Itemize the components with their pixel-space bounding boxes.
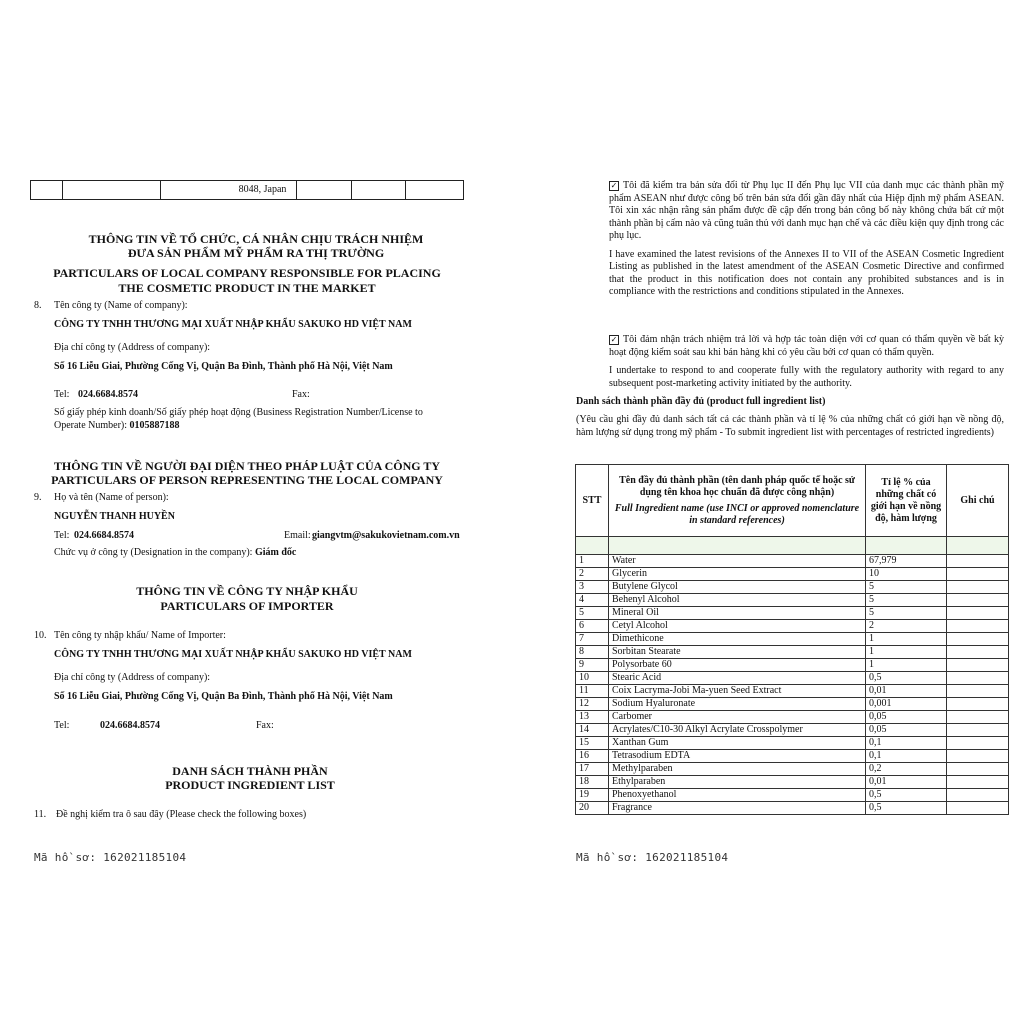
- s10-address-value: Số 16 Liễu Giai, Phường Cống Vị, Quận Ba Đình, Thành phố Hà Nội, Việt Nam: [54, 691, 393, 702]
- ingredient-name-cell: Water: [609, 555, 866, 568]
- note-cell: [947, 607, 1009, 620]
- stt-cell: 5: [576, 607, 609, 620]
- table-row: [576, 607, 1009, 620]
- percentage-cell: 0,5: [866, 672, 947, 685]
- percentage-cell: 0,2: [866, 763, 947, 776]
- ingredient-name-cell: Methylparaben: [609, 763, 866, 776]
- check2-en: I undertake to respond to and cooperate fully with the regulatory authority with regard to any subsequent post-marketing activity initiated by the authority.: [609, 365, 1004, 389]
- stt-cell: 1: [576, 555, 609, 568]
- stt-cell: 9: [576, 659, 609, 672]
- check1-block: [609, 180, 1004, 299]
- note-cell: [947, 633, 1009, 646]
- ingredient-name-cell: Xanthan Gum: [609, 737, 866, 750]
- table-row: [576, 789, 1009, 802]
- col-name-vn: Tên đầy đủ thành phần (tên danh pháp quốc tế hoặc sử dụng tên khoa học chuẩn đã được công nhận): [619, 474, 855, 498]
- ingredient-name-cell: Butylene Glycol: [609, 581, 866, 594]
- s8-address-label: Địa chỉ công ty (Address of company):: [54, 342, 211, 353]
- ingredient-name-cell: Ethylparaben: [609, 776, 866, 789]
- ingredient-name-cell: Mineral Oil: [609, 607, 866, 620]
- ingredient-list-note-wrap: [576, 414, 1004, 439]
- table-row: [576, 698, 1009, 711]
- s9-name-label: Họ và tên (Name of person):: [54, 492, 169, 503]
- s10-company-label: Tên công ty nhập khẩu/ Name of Importer:: [54, 630, 226, 641]
- table-row: [576, 776, 1009, 789]
- stt-cell: 19: [576, 789, 609, 802]
- s8-company-label: Tên công ty (Name of company):: [54, 300, 188, 311]
- percentage-cell: 2: [866, 620, 947, 633]
- address-tail-cell: 8048, Japan: [229, 181, 297, 199]
- col-note-header: Ghi chú: [947, 465, 1009, 537]
- percentage-cell: 0,5: [866, 802, 947, 815]
- check2-block: [609, 334, 1004, 390]
- s8-license-value: 0105887188: [129, 420, 180, 431]
- col-name-en: Full Ingredient name (use INCI or approved nomenclature in standard references): [614, 502, 860, 526]
- percentage-cell: 0,05: [866, 711, 947, 724]
- table-row: [576, 763, 1009, 776]
- s8-address-value: Số 16 Liễu Giai, Phường Cống Vị, Quận Ba Đình, Thành phố Hà Nội, Việt Nam: [54, 361, 393, 372]
- s9-name-value: NGUYỄN THANH HUYỀN: [54, 511, 175, 522]
- percentage-cell: 0,05: [866, 724, 947, 737]
- percentage-cell: 1: [866, 633, 947, 646]
- percentage-cell: 0,1: [866, 737, 947, 750]
- percentage-cell: 0,1: [866, 750, 947, 763]
- note-cell: [947, 555, 1009, 568]
- percentage-cell: 1: [866, 659, 947, 672]
- table-row: [576, 724, 1009, 737]
- table-row: [576, 581, 1009, 594]
- table-row: [576, 659, 1009, 672]
- note-cell: [947, 685, 1009, 698]
- ingredient-name-cell: Polysorbate 60: [609, 659, 866, 672]
- ingredient-name-cell: Glycerin: [609, 568, 866, 581]
- table-row: [576, 750, 1009, 763]
- s9-tel-value: 024.6684.8574: [74, 530, 134, 541]
- left-file-number: Mã hồ sơ: 162021185104: [34, 851, 187, 864]
- note-cell: [947, 724, 1009, 737]
- stt-cell: 15: [576, 737, 609, 750]
- ingredient-name-cell: Fragrance: [609, 802, 866, 815]
- stt-cell: 2: [576, 568, 609, 581]
- check1-en: I have examined the latest revisions of the Annexes II to VII of the ASEAN Cosmetic Ingredient Listing as published in the latest amendment of the ASEAN Cosmetic Directive and confirmed that the product in this notification does not contain any prohibited substances and is in compliance with the restrictions and conditions stipulated in the Annexes.: [609, 248, 1004, 297]
- note-cell: [947, 737, 1009, 750]
- check2-vn: ✓ Tôi đảm nhận trách nhiệm trả lời và hợp tác toàn diện với cơ quan có thẩm quyền về bất kỳ hoạt động kiểm soát sau khi bán hàng khi có yêu cầu bởi cơ quan có thẩm quyền.: [609, 334, 1004, 358]
- s10-tel-label: Tel:: [54, 720, 70, 731]
- table-row: [576, 646, 1009, 659]
- s8-license-label-1: Số giấy phép kinh doanh/Số giấy phép hoạt động (Business Registration Number/License to: [54, 407, 423, 418]
- note-cell: [947, 568, 1009, 581]
- check1-vn: ✓ Tôi đã kiểm tra bản sửa đổi từ Phụ lục II đến Phụ lục VII của danh mục các thành phần mỹ phẩm ASEAN như được công bố trên bản sửa đổi gần đây nhất của Hiệp định mỹ phẩm ASEAN. Tôi xin xác nhận rằng sản phẩm được đề cập đến trong bản công bố này không chứa bất cứ một thành phần bị cấm nào và cũng tuân thủ với danh mục hạn chế và các điều kiện quy định trong các phụ lục.: [609, 180, 1004, 241]
- s8-heading-en-2: THE COSMETIC PRODUCT IN THE MARKET: [118, 281, 376, 295]
- table-row: [576, 737, 1009, 750]
- percentage-cell: 5: [866, 607, 947, 620]
- s8-tel-label: Tel:: [54, 389, 70, 400]
- note-cell: [947, 672, 1009, 685]
- stt-cell: 10: [576, 672, 609, 685]
- note-cell: [947, 789, 1009, 802]
- ingredient-name-cell: Cetyl Alcohol: [609, 620, 866, 633]
- s9-email-value: giangvtm@sakukovietnam.com.vn: [312, 530, 460, 541]
- ingredient-list-title: Danh sách thành phần đầy đủ (product full ingredient list): [576, 396, 826, 407]
- checked-box-icon[interactable]: ✓: [610, 180, 618, 190]
- table-row: [576, 555, 1009, 568]
- ingredient-name-cell: Acrylates/C10-30 Alkyl Acrylate Crosspolymer: [609, 724, 866, 737]
- ingredient-name-cell: Behenyl Alcohol: [609, 594, 866, 607]
- ingredient-name-cell: Carbomer: [609, 711, 866, 724]
- s8-tel-value: 024.6684.8574: [78, 389, 138, 400]
- percentage-cell: 10: [866, 568, 947, 581]
- ingredient-name-cell: Coix Lacryma-Jobi Ma-yuen Seed Extract: [609, 685, 866, 698]
- s11-text: Đề nghị kiểm tra ô sau đây (Please check the following boxes): [56, 809, 307, 820]
- note-cell: [947, 581, 1009, 594]
- s9-heading-vn: THÔNG TIN VỀ NGƯỜI ĐẠI DIỆN THEO PHÁP LUẬT CỦA CÔNG TY: [53, 459, 441, 473]
- s9-designation: Chức vụ ở công ty (Designation in the company): Giám đốc: [54, 547, 297, 558]
- stt-cell: 20: [576, 802, 609, 815]
- table-row: [576, 685, 1009, 698]
- note-cell: [947, 594, 1009, 607]
- percentage-cell: 0,5: [866, 789, 947, 802]
- note-cell: [947, 711, 1009, 724]
- note-cell: [947, 802, 1009, 815]
- stt-cell: 16: [576, 750, 609, 763]
- s11-number: 11.: [34, 809, 47, 820]
- checked-box-icon[interactable]: ✓: [610, 334, 618, 344]
- percentage-cell: 0,01: [866, 685, 947, 698]
- stt-cell: 17: [576, 763, 609, 776]
- ingredient-table: [575, 464, 1009, 815]
- table-row: [576, 711, 1009, 724]
- s8-company-value: CÔNG TY TNHH THƯƠNG MẠI XUẤT NHẬP KHẨU SAKUKO HD VIỆT NAM: [54, 319, 412, 330]
- s9-number: 9.: [34, 492, 42, 503]
- note-cell: [947, 646, 1009, 659]
- percentage-cell: 0,01: [866, 776, 947, 789]
- percentage-cell: 0,001: [866, 698, 947, 711]
- percentage-cell: 67,979: [866, 555, 947, 568]
- table-row: [576, 802, 1009, 815]
- s10-number: 10.: [34, 630, 47, 641]
- s9-tel-label: Tel:: [54, 530, 70, 541]
- note-cell: [947, 750, 1009, 763]
- percentage-cell: 5: [866, 581, 947, 594]
- table-row: [576, 633, 1009, 646]
- s11-heading-vn: DANH SÁCH THÀNH PHẦN: [172, 764, 328, 778]
- s9-heading-en: PARTICULARS OF PERSON REPRESENTING THE LOCAL COMPANY: [51, 473, 443, 487]
- stt-cell: 4: [576, 594, 609, 607]
- stt-cell: 6: [576, 620, 609, 633]
- note-cell: [947, 620, 1009, 633]
- s9-designation-value: Giám đốc: [254, 547, 297, 558]
- stt-cell: 3: [576, 581, 609, 594]
- s8-number: 8.: [34, 300, 42, 311]
- s9-email-label: Email:: [284, 530, 311, 541]
- note-cell: [947, 763, 1009, 776]
- ingredient-list-note: (Yêu cầu ghi đầy đủ danh sách tất cả các thành phần và tỉ lệ % của những chất có giới hạn về nồng độ, hàm lượng sử dụng trong mỹ phẩm - To submit ingredient list with percentages of restricted ingredients): [576, 414, 1004, 438]
- s10-heading-vn: THÔNG TIN VỀ CÔNG TY NHẬP KHẨU: [136, 584, 358, 598]
- right-file-number: Mã hồ sơ: 162021185104: [576, 851, 729, 864]
- table-spacer-row: [576, 537, 1009, 555]
- stt-cell: 11: [576, 685, 609, 698]
- s8-heading-en-1: PARTICULARS OF LOCAL COMPANY RESPONSIBLE FOR PLACING: [53, 266, 441, 280]
- percentage-cell: 1: [866, 646, 947, 659]
- ingredient-name-cell: Tetrasodium EDTA: [609, 750, 866, 763]
- note-cell: [947, 776, 1009, 789]
- s8-fax-label: Fax:: [292, 389, 310, 400]
- ingredient-name-cell: Sorbitan Stearate: [609, 646, 866, 659]
- stt-cell: 13: [576, 711, 609, 724]
- table-row: [576, 620, 1009, 633]
- ingredient-name-cell: Dimethicone: [609, 633, 866, 646]
- s8-heading-vn-2: ĐƯA SẢN PHẨM MỸ PHẨM RA THỊ TRƯỜNG: [127, 246, 385, 260]
- note-cell: [947, 659, 1009, 672]
- percentage-cell: 5: [866, 594, 947, 607]
- ingredient-name-cell: Phenoxyethanol: [609, 789, 866, 802]
- col-pct-header: Tỉ lệ % của những chất có giới hạn về nồng độ, hàm lượng: [866, 465, 947, 537]
- s8-license-label-2: Operate Number): 0105887188: [54, 420, 180, 431]
- stt-cell: 12: [576, 698, 609, 711]
- stt-cell: 7: [576, 633, 609, 646]
- ingredient-name-cell: Stearic Acid: [609, 672, 866, 685]
- s10-address-label: Địa chỉ công ty (Address of company):: [54, 672, 211, 683]
- stt-cell: 8: [576, 646, 609, 659]
- s10-fax-label: Fax:: [256, 720, 274, 731]
- s10-tel-value: 024.6684.8574: [100, 720, 160, 731]
- address-table-row: [30, 180, 464, 200]
- table-row: [576, 568, 1009, 581]
- table-row: [576, 594, 1009, 607]
- s8-heading-vn-1: THÔNG TIN VỀ TỔ CHỨC, CÁ NHÂN CHỊU TRÁCH NHIỆM: [88, 232, 424, 246]
- stt-cell: 18: [576, 776, 609, 789]
- s10-heading-en: PARTICULARS OF IMPORTER: [160, 599, 334, 613]
- s10-company-value: CÔNG TY TNHH THƯƠNG MẠI XUẤT NHẬP KHẨU SAKUKO HD VIỆT NAM: [54, 649, 412, 660]
- s11-heading-en: PRODUCT INGREDIENT LIST: [165, 778, 335, 792]
- stt-cell: 14: [576, 724, 609, 737]
- col-stt-header: STT: [576, 465, 609, 537]
- note-cell: [947, 698, 1009, 711]
- col-name-header: [609, 465, 866, 537]
- table-row: [576, 672, 1009, 685]
- ingredient-name-cell: Sodium Hyaluronate: [609, 698, 866, 711]
